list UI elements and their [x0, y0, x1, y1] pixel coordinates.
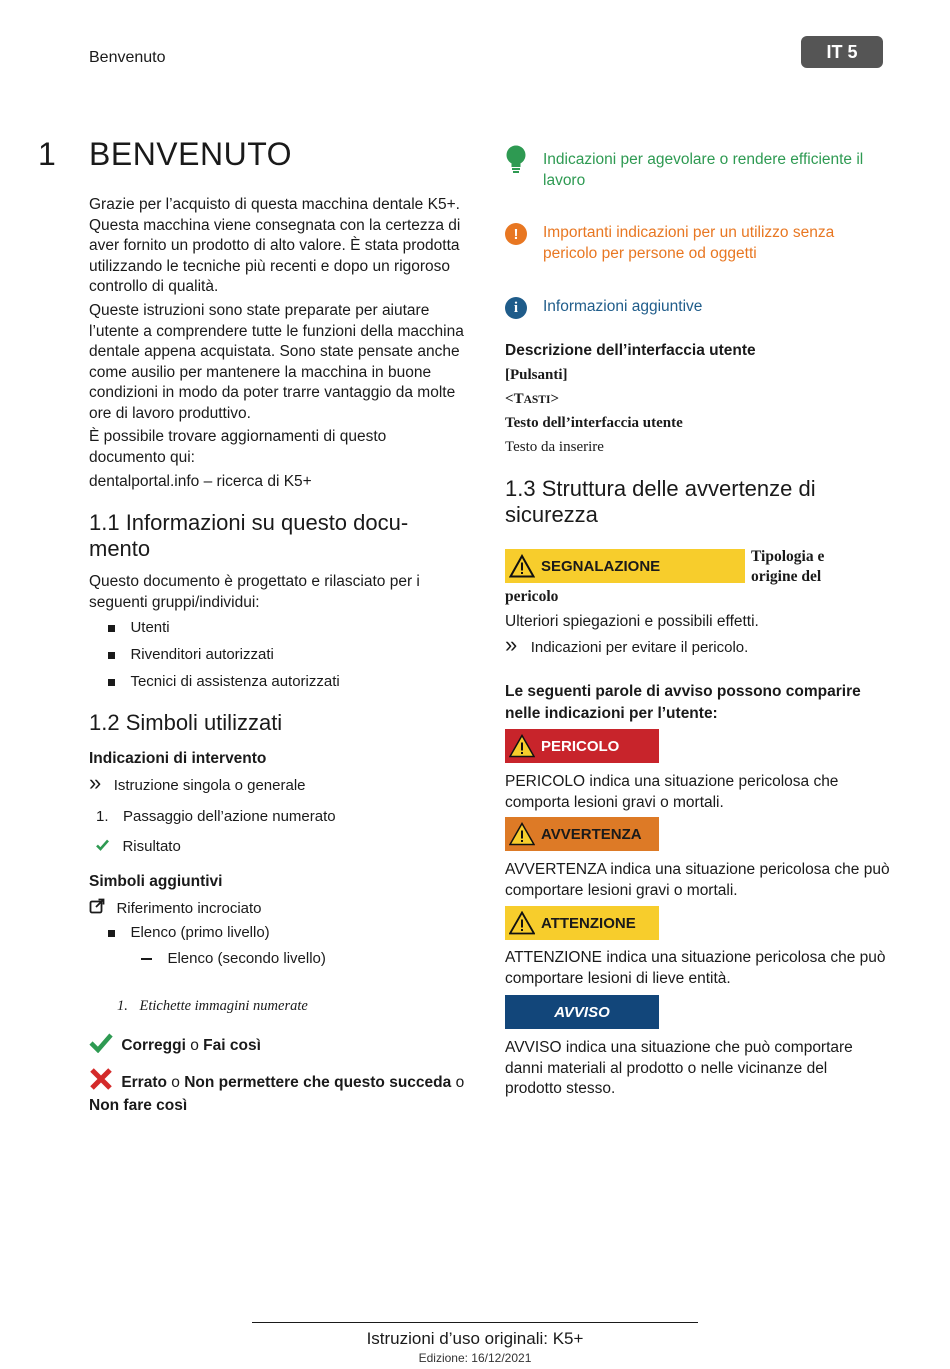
check-icon: [96, 838, 109, 856]
do-row: [89, 1033, 261, 1058]
dont-or-2: o: [455, 1074, 465, 1091]
ui-keys-sample: [505, 391, 890, 408]
keys-open: <: [505, 391, 514, 407]
intro-link-text: dentalportal.info – ricerca di K5+: [89, 473, 312, 490]
intro-paragraph-1: Grazie per l’acquisto di questa macchina dentale K5+. Questa macchina viene consegnata con la certezza di aver fornito un prodotto di alto valore. È stata prodotta utilizzando le tecniche più recenti e dopo un rigoroso controllo di qualità.: [89, 196, 461, 295]
avviso-description: AVVISO indica una situazione che può comportare danni materiali al prodotto o nelle vicinanze del prodotto stesso.: [505, 1039, 853, 1097]
intro-paragraph-2: Queste istruzioni sono state preparate per aiutare l’utente a comprendere tutte le funzioni della macchina dentale appena acquistata. Sono state pensate anche come ausilio per mantenere la macchina in buone condizioni in modo da poter trarre vantaggio da molte ore di lavoro produttivo.: [89, 302, 464, 422]
section-1-1-title-line1: 1.1 Informazioni su questo docu-: [89, 510, 409, 535]
numbered-step-row: [96, 808, 336, 826]
section-1-1-heading: [89, 510, 469, 562]
external-link-icon: [89, 898, 105, 919]
warning-triangle-icon: [509, 554, 535, 578]
running-header: Benvenuto: [89, 49, 166, 66]
hazard-type-line3: pericolo: [505, 588, 559, 605]
caption-number: 1.: [117, 998, 128, 1014]
crossref-label: Riferimento incrociato: [116, 899, 262, 917]
dont-or: o: [171, 1074, 180, 1091]
pericolo-banner: [505, 729, 659, 763]
result-row: [96, 838, 181, 856]
info-icon: i: [505, 297, 527, 319]
avviso-banner: [505, 995, 659, 1029]
list-level-1-label: Elenco (primo livello): [130, 924, 270, 941]
ui-text-sample: Testo dell’interfaccia utente: [505, 415, 683, 431]
attenzione-description: ATTENZIONE indica una situazione pericolosa che può comportare lesioni di lieve entità.: [505, 949, 886, 987]
ui-input-sample: Testo da inserire: [505, 439, 604, 455]
section-1-3-title-line2: sicurezza: [505, 502, 598, 527]
tip-note: [505, 145, 890, 191]
audience-label: Tecnici di assistenza autorizzati: [130, 673, 340, 690]
intro-paragraph-3: È possibile trovare aggiornamenti di questo documento qui:: [89, 428, 387, 466]
signal-word-banner: [505, 549, 745, 583]
tip-text: Indicazioni per agevolare o rendere efficiente il lavoro: [543, 151, 864, 189]
section-1-1-title-line2: mento: [89, 536, 151, 561]
hazard-avoid-row: [505, 632, 749, 657]
attenzione-banner: [505, 906, 659, 940]
hazard-type-text: [751, 547, 881, 587]
info-note: [505, 297, 890, 319]
important-note: [505, 223, 890, 264]
avviso-label: AVVISO: [554, 1003, 610, 1021]
big-check-icon: [89, 1033, 113, 1058]
list-level-2-label: Elenco (secondo livello): [167, 950, 326, 967]
section-1-3-title-line1: 1.3 Struttura delle avvertenze di: [505, 476, 816, 501]
section-1-2-title: 1.2 Simboli utilizzati: [89, 710, 283, 735]
do-label-b: Fai così: [203, 1037, 261, 1054]
bullet-square-icon: [108, 652, 115, 659]
crossref-row: [89, 898, 262, 919]
audience-list-item: [108, 646, 274, 664]
raquo-icon: »: [89, 770, 102, 795]
bullet-square-icon: [108, 930, 115, 937]
footer-divider: [252, 1322, 698, 1323]
dont-row: [89, 1068, 469, 1116]
keys-small-caps: ASTI: [523, 394, 551, 406]
dash-icon: [141, 958, 152, 960]
audience-list-item: [108, 673, 340, 691]
hazard-type-line1: Tipologia e: [751, 548, 825, 565]
big-cross-icon: [89, 1068, 113, 1096]
section-1-1-text: Questo documento è progettato e rilasciato per i seguenti gruppi/individui:: [89, 573, 420, 611]
pericolo-label: PERICOLO: [541, 737, 620, 755]
raquo-icon: »: [505, 632, 518, 657]
single-instruction-row: [89, 770, 306, 795]
avvertenza-banner: [505, 817, 659, 851]
section-1-3-heading: [505, 476, 890, 528]
hazard-avoid-text: Indicazioni per evitare il pericolo.: [530, 639, 749, 656]
exclamation-icon: !: [505, 223, 527, 245]
audience-label: Utenti: [130, 619, 170, 636]
info-text: Informazioni aggiuntive: [543, 298, 703, 315]
list-level-1-row: [108, 924, 270, 942]
important-text: Importanti indicazioni per un utilizzo senza pericolo per persone od oggetti: [543, 224, 835, 262]
footer-title: Istruzioni d’uso originali: K5+: [366, 1329, 584, 1348]
ui-description-heading: Descrizione dell’interfaccia utente: [505, 342, 756, 359]
bullet-square-icon: [108, 679, 115, 686]
figure-caption-row: [117, 998, 308, 1015]
signal-words-intro: Le seguenti parole di avviso possono comparire nelle indicazioni per l’utente:: [505, 683, 861, 722]
ui-buttons-sample: [Pulsanti]: [505, 367, 568, 383]
result-label: Risultato: [122, 838, 181, 856]
warning-triangle-icon: [509, 734, 535, 758]
list-level-2-row: [141, 950, 326, 968]
warning-triangle-icon: [509, 911, 535, 935]
bullet-square-icon: [108, 625, 115, 632]
keys-close: >: [550, 391, 559, 407]
attenzione-label: ATTENZIONE: [541, 914, 636, 932]
numbered-step-label: Passaggio dell’azione numerato: [122, 808, 336, 825]
chapter-title: BENVENUTO: [89, 136, 293, 172]
do-label-a: Correggi: [121, 1037, 186, 1054]
action-instructions-heading: Indicazioni di intervento: [89, 750, 267, 767]
hazard-type-line2: origine del: [751, 568, 822, 585]
avvertenza-description: AVVERTENZA indica una situazione pericolosa che può comportare lesioni gravi o mortali.: [505, 861, 890, 899]
audience-list-item: [108, 619, 170, 637]
step-number: 1.: [96, 808, 109, 825]
dont-label-c: Non fare così: [89, 1097, 188, 1114]
pericolo-description: PERICOLO indica una situazione pericolosa che comporta lesioni gravi o mortali.: [505, 773, 839, 811]
chapter-number: 1: [38, 136, 56, 172]
footer-edition: Edizione: 16/12/2021: [418, 1351, 532, 1365]
single-instruction-label: Istruzione singola o generale: [113, 777, 306, 794]
hazard-explanation: Ulteriori spiegazioni e possibili effetti.: [505, 613, 759, 630]
dont-label-a: Errato: [121, 1074, 167, 1091]
caption-label: Etichette immagini numerate: [139, 998, 308, 1014]
audience-label: Rivenditori autorizzati: [130, 646, 274, 663]
keys-first-letter: T: [513, 391, 524, 407]
page-badge: IT 5: [801, 36, 883, 68]
additional-symbols-heading: Simboli aggiuntivi: [89, 873, 223, 890]
do-or: o: [190, 1037, 199, 1054]
lightbulb-icon: [505, 145, 527, 178]
signal-word-label: SEGNALAZIONE: [541, 557, 661, 575]
avvertenza-label: AVVERTENZA: [541, 825, 642, 843]
dont-label-b: Non permettere che questo succeda: [184, 1074, 452, 1091]
warning-triangle-icon: [509, 822, 535, 846]
